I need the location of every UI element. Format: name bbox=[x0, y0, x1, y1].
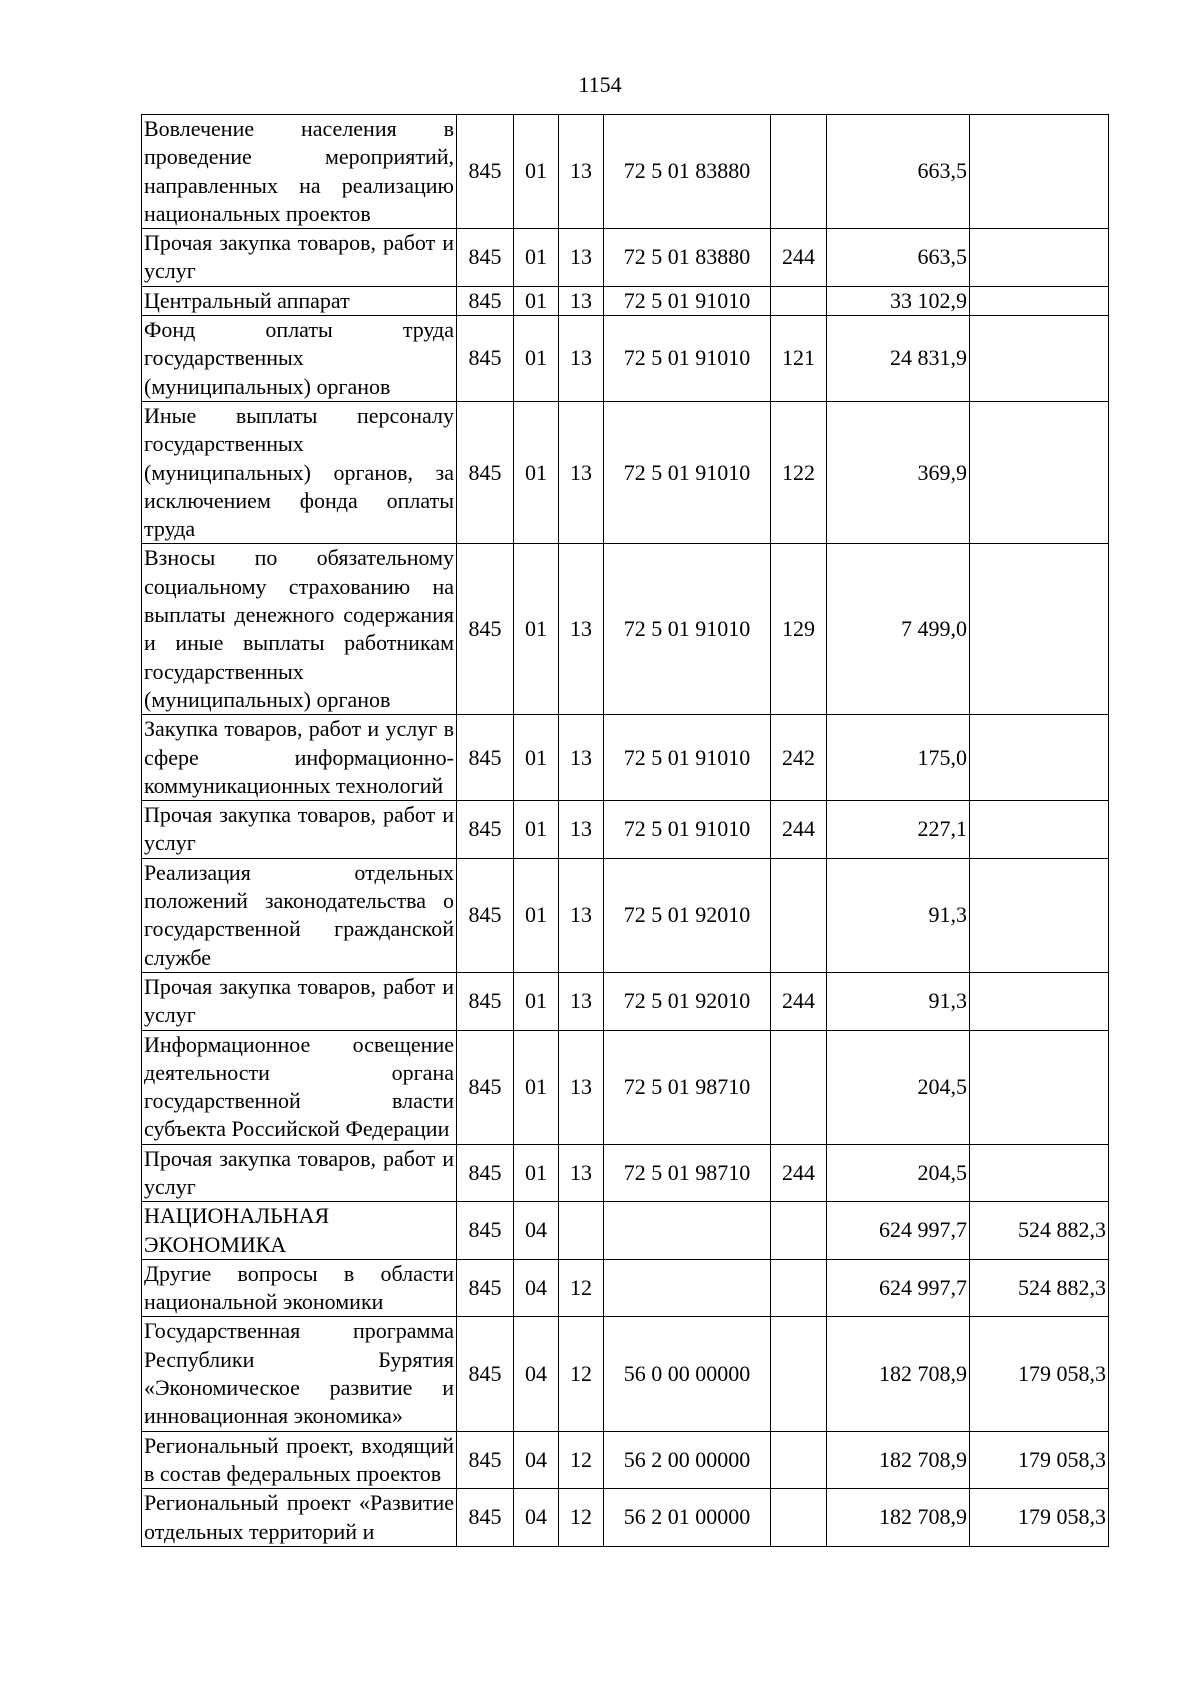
section-code-cell: 04 bbox=[514, 1489, 559, 1547]
subsection-code-cell: 13 bbox=[559, 972, 604, 1030]
amount-cell: 663,5 bbox=[827, 115, 970, 229]
amount-federal-cell: 179 058,3 bbox=[970, 1317, 1109, 1431]
section-code-cell: 01 bbox=[514, 316, 559, 402]
table-row bbox=[142, 1317, 1109, 1431]
ministry-code-cell: 845 bbox=[457, 801, 514, 859]
expense-type-cell: 242 bbox=[771, 715, 827, 801]
expense-type-cell: 129 bbox=[771, 544, 827, 715]
subsection-code-cell: 13 bbox=[559, 401, 604, 543]
row-name-cell: Центральный аппарат bbox=[142, 286, 457, 315]
row-name-cell: Региональный проект «Развитие отдельных территорий и bbox=[142, 1489, 457, 1547]
amount-cell: 24 831,9 bbox=[827, 316, 970, 402]
target-article-cell: 72 5 01 91010 bbox=[604, 801, 771, 859]
target-article-cell: 56 2 01 00000 bbox=[604, 1489, 771, 1547]
amount-federal-cell: 179 058,3 bbox=[970, 1489, 1109, 1547]
section-code-cell: 01 bbox=[514, 286, 559, 315]
subsection-code-cell: 13 bbox=[559, 1144, 604, 1202]
amount-cell: 182 708,9 bbox=[827, 1317, 970, 1431]
amount-federal-cell bbox=[970, 801, 1109, 859]
amount-cell: 624 997,7 bbox=[827, 1259, 970, 1317]
table-row bbox=[142, 229, 1109, 287]
ministry-code-cell: 845 bbox=[457, 1259, 514, 1317]
subsection-code-cell: 13 bbox=[559, 1030, 604, 1144]
ministry-code-cell: 845 bbox=[457, 401, 514, 543]
subsection-code-cell: 12 bbox=[559, 1259, 604, 1317]
amount-federal-cell bbox=[970, 229, 1109, 287]
amount-federal-cell bbox=[970, 316, 1109, 402]
target-article-cell: 72 5 01 98710 bbox=[604, 1030, 771, 1144]
page-number: 1154 bbox=[578, 72, 622, 97]
table-row bbox=[142, 1489, 1109, 1547]
amount-federal-cell bbox=[970, 401, 1109, 543]
subsection-code-cell: 13 bbox=[559, 286, 604, 315]
ministry-code-cell: 845 bbox=[457, 715, 514, 801]
ministry-code-cell: 845 bbox=[457, 1489, 514, 1547]
expense-type-cell: 244 bbox=[771, 229, 827, 287]
section-code-cell: 04 bbox=[514, 1317, 559, 1431]
amount-cell: 7 499,0 bbox=[827, 544, 970, 715]
table-row bbox=[142, 286, 1109, 315]
amount-federal-cell: 524 882,3 bbox=[970, 1202, 1109, 1260]
expense-type-cell bbox=[771, 1317, 827, 1431]
table-row bbox=[142, 1259, 1109, 1317]
table-row bbox=[142, 1030, 1109, 1144]
amount-cell: 182 708,9 bbox=[827, 1431, 970, 1489]
table-row bbox=[142, 801, 1109, 859]
row-name-cell: Прочая закупка товаров, работ и услуг bbox=[142, 972, 457, 1030]
ministry-code-cell: 845 bbox=[457, 544, 514, 715]
section-code-cell: 01 bbox=[514, 401, 559, 543]
row-name-cell: Региональный проект, входящий в состав федеральных проектов bbox=[142, 1431, 457, 1489]
amount-cell: 91,3 bbox=[827, 972, 970, 1030]
amount-cell: 227,1 bbox=[827, 801, 970, 859]
target-article-cell: 72 5 01 83880 bbox=[604, 229, 771, 287]
subsection-code-cell: 13 bbox=[559, 229, 604, 287]
subsection-code-cell bbox=[559, 1202, 604, 1260]
amount-federal-cell bbox=[970, 715, 1109, 801]
expense-type-cell bbox=[771, 1030, 827, 1144]
section-code-cell: 04 bbox=[514, 1202, 559, 1260]
ministry-code-cell: 845 bbox=[457, 858, 514, 972]
target-article-cell: 72 5 01 83880 bbox=[604, 115, 771, 229]
amount-federal-cell: 524 882,3 bbox=[970, 1259, 1109, 1317]
expense-type-cell: 122 bbox=[771, 401, 827, 543]
row-name-cell: Прочая закупка товаров, работ и услуг bbox=[142, 1144, 457, 1202]
subsection-code-cell: 12 bbox=[559, 1317, 604, 1431]
target-article-cell: 72 5 01 98710 bbox=[604, 1144, 771, 1202]
expense-type-cell bbox=[771, 858, 827, 972]
section-code-cell: 01 bbox=[514, 229, 559, 287]
budget-table bbox=[141, 114, 1109, 1547]
expense-type-cell bbox=[771, 1489, 827, 1547]
subsection-code-cell: 12 bbox=[559, 1431, 604, 1489]
expense-type-cell: 244 bbox=[771, 972, 827, 1030]
row-name-cell: Фонд оплаты труда государственных (муниципальных) органов bbox=[142, 316, 457, 402]
target-article-cell: 72 5 01 91010 bbox=[604, 286, 771, 315]
expense-type-cell bbox=[771, 1259, 827, 1317]
section-code-cell: 04 bbox=[514, 1431, 559, 1489]
target-article-cell bbox=[604, 1259, 771, 1317]
section-code-cell: 01 bbox=[514, 715, 559, 801]
table-row bbox=[142, 115, 1109, 229]
section-code-cell: 01 bbox=[514, 801, 559, 859]
amount-federal-cell bbox=[970, 1030, 1109, 1144]
expense-type-cell bbox=[771, 286, 827, 315]
row-name-cell: Закупка товаров, работ и услуг в сфере информационно-коммуникационных технологий bbox=[142, 715, 457, 801]
table-row bbox=[142, 972, 1109, 1030]
expense-type-cell bbox=[771, 115, 827, 229]
ministry-code-cell: 845 bbox=[457, 286, 514, 315]
expense-type-cell: 121 bbox=[771, 316, 827, 402]
table-row bbox=[142, 715, 1109, 801]
section-code-cell: 01 bbox=[514, 1144, 559, 1202]
row-name-cell: Информационное освещение деятельности органа государственной власти субъекта Российской Федерации bbox=[142, 1030, 457, 1144]
table-row bbox=[142, 1144, 1109, 1202]
target-article-cell: 72 5 01 92010 bbox=[604, 972, 771, 1030]
subsection-code-cell: 13 bbox=[559, 316, 604, 402]
amount-cell: 369,9 bbox=[827, 401, 970, 543]
ministry-code-cell: 845 bbox=[457, 972, 514, 1030]
ministry-code-cell: 845 bbox=[457, 1431, 514, 1489]
target-article-cell: 72 5 01 91010 bbox=[604, 401, 771, 543]
amount-cell: 33 102,9 bbox=[827, 286, 970, 315]
table-row bbox=[142, 401, 1109, 543]
amount-federal-cell bbox=[970, 972, 1109, 1030]
ministry-code-cell: 845 bbox=[457, 1317, 514, 1431]
row-name-cell: Государственная программа Республики Бурятия «Экономическое развитие и инновационная экономика» bbox=[142, 1317, 457, 1431]
row-name-cell: Прочая закупка товаров, работ и услуг bbox=[142, 229, 457, 287]
amount-federal-cell bbox=[970, 544, 1109, 715]
table-row bbox=[142, 1431, 1109, 1489]
amount-federal-cell bbox=[970, 286, 1109, 315]
target-article-cell: 56 2 00 00000 bbox=[604, 1431, 771, 1489]
ministry-code-cell: 845 bbox=[457, 1202, 514, 1260]
section-code-cell: 01 bbox=[514, 858, 559, 972]
section-code-cell: 01 bbox=[514, 115, 559, 229]
amount-federal-cell: 179 058,3 bbox=[970, 1431, 1109, 1489]
target-article-cell: 72 5 01 91010 bbox=[604, 316, 771, 402]
section-code-cell: 01 bbox=[514, 972, 559, 1030]
section-code-cell: 01 bbox=[514, 544, 559, 715]
expense-type-cell: 244 bbox=[771, 1144, 827, 1202]
target-article-cell: 72 5 01 91010 bbox=[604, 715, 771, 801]
table-row bbox=[142, 544, 1109, 715]
ministry-code-cell: 845 bbox=[457, 1144, 514, 1202]
subsection-code-cell: 13 bbox=[559, 715, 604, 801]
subsection-code-cell: 13 bbox=[559, 544, 604, 715]
subsection-code-cell: 13 bbox=[559, 801, 604, 859]
row-name-cell: Вовлечение населения в проведение мероприятий, направленных на реализацию национальных проектов bbox=[142, 115, 457, 229]
subsection-code-cell: 13 bbox=[559, 858, 604, 972]
row-name-cell: Реализация отдельных положений законодательства о государственной гражданской службе bbox=[142, 858, 457, 972]
expense-type-cell bbox=[771, 1202, 827, 1260]
row-name-cell: Иные выплаты персоналу государственных (муниципальных) органов, за исключением фонда оплаты труда bbox=[142, 401, 457, 543]
row-name-cell: Другие вопросы в области национальной экономики bbox=[142, 1259, 457, 1317]
amount-federal-cell bbox=[970, 115, 1109, 229]
amount-cell: 175,0 bbox=[827, 715, 970, 801]
amount-cell: 204,5 bbox=[827, 1030, 970, 1144]
target-article-cell: 72 5 01 91010 bbox=[604, 544, 771, 715]
ministry-code-cell: 845 bbox=[457, 316, 514, 402]
table-row bbox=[142, 858, 1109, 972]
section-code-cell: 01 bbox=[514, 1030, 559, 1144]
ministry-code-cell: 845 bbox=[457, 1030, 514, 1144]
row-name-cell: НАЦИОНАЛЬНАЯ ЭКОНОМИКА bbox=[142, 1202, 457, 1260]
ministry-code-cell: 845 bbox=[457, 115, 514, 229]
ministry-code-cell: 845 bbox=[457, 229, 514, 287]
amount-cell: 624 997,7 bbox=[827, 1202, 970, 1260]
target-article-cell bbox=[604, 1202, 771, 1260]
section-code-cell: 04 bbox=[514, 1259, 559, 1317]
row-name-cell: Прочая закупка товаров, работ и услуг bbox=[142, 801, 457, 859]
expense-type-cell bbox=[771, 1431, 827, 1489]
amount-federal-cell bbox=[970, 1144, 1109, 1202]
target-article-cell: 72 5 01 92010 bbox=[604, 858, 771, 972]
target-article-cell: 56 0 00 00000 bbox=[604, 1317, 771, 1431]
subsection-code-cell: 13 bbox=[559, 115, 604, 229]
amount-cell: 204,5 bbox=[827, 1144, 970, 1202]
amount-cell: 182 708,9 bbox=[827, 1489, 970, 1547]
subsection-code-cell: 12 bbox=[559, 1489, 604, 1547]
amount-cell: 91,3 bbox=[827, 858, 970, 972]
amount-federal-cell bbox=[970, 858, 1109, 972]
expense-type-cell: 244 bbox=[771, 801, 827, 859]
amount-cell: 663,5 bbox=[827, 229, 970, 287]
table-row bbox=[142, 1202, 1109, 1260]
table-row bbox=[142, 316, 1109, 402]
row-name-cell: Взносы по обязательному социальному страхованию на выплаты денежного содержания и иные выплаты работникам государственных (муниципальных) органов bbox=[142, 544, 457, 715]
